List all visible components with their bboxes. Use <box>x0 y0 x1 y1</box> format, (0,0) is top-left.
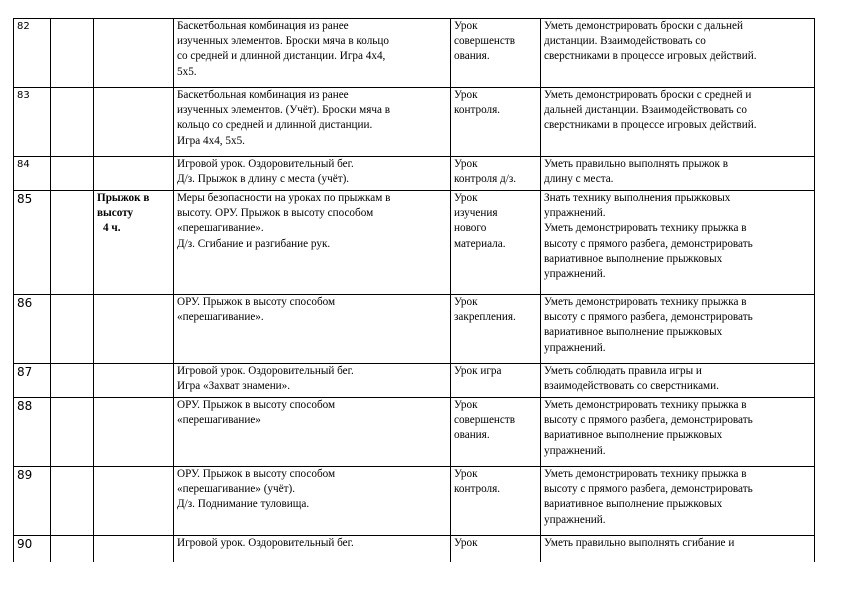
lesson-type-line: ования. <box>454 50 490 63</box>
expected-result-cell <box>541 295 815 364</box>
expected-result-line: сверстниками в процессе игровых действий. <box>544 50 757 63</box>
lesson-type-line: закрепления. <box>454 311 516 324</box>
topic-cell <box>94 536 174 562</box>
expected-result-line: Уметь демонстрировать технику прыжка в <box>544 468 747 480</box>
empty-cell <box>51 88 94 157</box>
lesson-number-cell: 82 <box>14 19 51 88</box>
lesson-type-line: контроля. <box>454 483 501 496</box>
expected-result-line: высоту с прямого разбега, демонстрировать <box>544 237 753 250</box>
lesson-content-cell <box>174 295 451 364</box>
lesson-content-cell <box>174 467 451 536</box>
expected-result-line: дальней дистанции. Взаимодействовать со <box>544 104 747 117</box>
expected-result-cell <box>541 88 815 157</box>
empty-cell <box>51 295 94 364</box>
expected-result-cell <box>541 191 815 295</box>
lesson-content-line: «перешагивание». <box>177 311 264 324</box>
lesson-number-cell: 90 <box>14 536 51 562</box>
lesson-plan-table <box>13 18 815 562</box>
lesson-content-line: Д/з. Прыжок в длину с места (учёт). <box>177 173 350 186</box>
topic-cell <box>94 88 174 157</box>
topic-hours: 4 ч. <box>103 222 121 235</box>
lesson-content-line: Игровой урок. Оздоровительный бег. <box>177 537 354 549</box>
empty-cell <box>51 191 94 295</box>
lesson-type-line: изучения <box>454 207 498 220</box>
expected-result-cell <box>541 398 815 467</box>
expected-result-cell <box>541 467 815 536</box>
table-row <box>14 88 815 157</box>
expected-result-line: высоту с прямого разбега, демонстрировать <box>544 414 753 427</box>
expected-result-line: Уметь соблюдать правила игры и <box>544 365 702 377</box>
expected-result-line: Уметь демонстрировать броски с средней и <box>544 89 752 101</box>
lesson-content-line: ОРУ. Прыжок в высоту способом <box>177 399 336 411</box>
lesson-content-line: Меры безопасности на уроках по прыжкам в <box>177 192 391 204</box>
lesson-number-cell: 88 <box>14 398 51 467</box>
expected-result-line: высоту с прямого разбега, демонстрировать <box>544 483 753 496</box>
empty-cell <box>51 19 94 88</box>
lesson-content-cell <box>174 88 451 157</box>
expected-result-line: длину с места. <box>544 173 614 186</box>
lesson-content-line: Д/з. Сгибание и разгибание рук. <box>177 237 331 250</box>
lesson-type-line: Урок <box>454 89 478 101</box>
expected-result-cell <box>541 19 815 88</box>
table-row <box>14 536 815 562</box>
lesson-content-line: «перешагивание» <box>177 414 261 427</box>
lesson-type-line: Урок игра <box>454 365 502 377</box>
empty-cell <box>51 157 94 191</box>
lesson-content-line: изученных элементов. (Учёт). Броски мяча в <box>177 104 391 117</box>
expected-result-line: упражнений. <box>544 444 606 457</box>
expected-result-line: Уметь демонстрировать броски с дальней <box>544 20 743 32</box>
table-row <box>14 191 815 295</box>
lesson-type-line: Урок <box>454 296 478 308</box>
lesson-type-line: нового <box>454 222 487 235</box>
lesson-content-line: Игра 4х4, 5х5. <box>177 134 245 147</box>
lesson-type-line: контроля д/з. <box>454 173 517 186</box>
lesson-type-line: Урок <box>454 399 478 411</box>
table-row <box>14 398 815 467</box>
expected-result-line: упражнений. <box>544 207 606 220</box>
expected-result-line: Знать технику выполнения прыжковых <box>544 192 731 204</box>
lesson-content-cell <box>174 536 451 562</box>
lesson-type-cell <box>451 536 541 562</box>
lesson-type-cell <box>451 88 541 157</box>
lesson-content-cell <box>174 19 451 88</box>
topic-cell <box>94 364 174 398</box>
expected-result-line: Уметь правильно выполнять сгибание и <box>544 537 735 549</box>
lesson-content-cell <box>174 398 451 467</box>
lesson-content-line: Игровой урок. Оздоровительный бег. <box>177 158 354 170</box>
lesson-type-cell <box>451 19 541 88</box>
expected-result-line: вариативное выполнение прыжковых <box>544 498 723 511</box>
empty-cell <box>51 364 94 398</box>
lesson-type-cell <box>451 191 541 295</box>
lesson-plan-sheet <box>13 18 815 562</box>
lesson-content-line: Баскетбольная комбинация из ранее <box>177 20 349 32</box>
expected-result-line: взаимодействовать со сверстниками. <box>544 380 719 393</box>
lesson-type-line: совершенств <box>454 35 516 48</box>
topic-title: Прыжок в высоту <box>97 192 150 220</box>
lesson-type-cell <box>451 364 541 398</box>
lesson-content-line: высоту. ОРУ. Прыжок в высоту способом <box>177 207 374 220</box>
lesson-type-line: контроля. <box>454 104 501 117</box>
lesson-type-line: Урок <box>454 158 478 170</box>
lesson-type-cell <box>451 467 541 536</box>
expected-result-line: дистанции. Взаимодействовать со <box>544 35 706 48</box>
table-row <box>14 364 815 398</box>
lesson-type-line: Урок <box>454 468 478 480</box>
expected-result-line: Уметь демонстрировать технику прыжка в <box>544 399 747 411</box>
lesson-type-line: Урок <box>454 20 478 32</box>
expected-result-line: упражнений. <box>544 341 606 354</box>
table-row <box>14 19 815 88</box>
lesson-content-line: 5х5. <box>177 65 197 78</box>
expected-result-cell <box>541 364 815 398</box>
topic-cell <box>94 467 174 536</box>
lesson-content-line: Игровой урок. Оздоровительный бег. <box>177 365 354 377</box>
lesson-content-line: кольцо со средней и длинной дистанции. <box>177 119 373 132</box>
lesson-number-cell: 86 <box>14 295 51 364</box>
expected-result-line: упражнений. <box>544 268 606 281</box>
lesson-content-line: изученных элементов. Броски мяча в кольцо <box>177 35 389 48</box>
topic-cell <box>94 398 174 467</box>
lesson-content-line: Баскетбольная комбинация из ранее <box>177 89 349 101</box>
lesson-content-line: Игра «Захват знамени». <box>177 380 291 393</box>
lesson-type-line: Урок <box>454 192 478 204</box>
lesson-type-cell <box>451 295 541 364</box>
expected-result-line: упражнений. <box>544 513 606 526</box>
lesson-content-line: ОРУ. Прыжок в высоту способом <box>177 296 336 308</box>
expected-result-line: вариативное выполнение прыжковых <box>544 252 723 265</box>
empty-cell <box>51 536 94 562</box>
lesson-plan-body <box>14 19 815 562</box>
lesson-content-line: со средней и длинной дистанции. Игра 4х4, <box>177 50 386 63</box>
lesson-content-cell <box>174 191 451 295</box>
topic-cell <box>94 295 174 364</box>
table-row <box>14 467 815 536</box>
empty-cell <box>51 467 94 536</box>
lesson-type-cell <box>451 398 541 467</box>
lesson-number-cell: 87 <box>14 364 51 398</box>
expected-result-line: вариативное выполнение прыжковых <box>544 326 723 339</box>
lesson-content-cell <box>174 364 451 398</box>
table-row <box>14 157 815 191</box>
lesson-content-cell <box>174 157 451 191</box>
lesson-type-line: Урок <box>454 537 478 549</box>
expected-result-line: Уметь демонстрировать технику прыжка в <box>544 296 747 308</box>
expected-result-line: Уметь демонстрировать технику прыжка в <box>544 222 747 235</box>
topic-cell <box>94 19 174 88</box>
topic-cell <box>94 157 174 191</box>
lesson-content-line: Д/з. Поднимание туловища. <box>177 498 310 511</box>
topic-cell <box>94 191 174 295</box>
lesson-content-line: «перешагивание». <box>177 222 264 235</box>
lesson-number-cell: 85 <box>14 191 51 295</box>
expected-result-line: сверстниками в процессе игровых действий. <box>544 119 757 132</box>
lesson-type-line: материала. <box>454 237 506 250</box>
expected-result-cell <box>541 536 815 562</box>
lesson-number-cell: 83 <box>14 88 51 157</box>
table-row <box>14 295 815 364</box>
lesson-content-line: ОРУ. Прыжок в высоту способом <box>177 468 336 480</box>
lesson-type-line: совершенств <box>454 414 516 427</box>
expected-result-line: Уметь правильно выполнять прыжок в <box>544 158 729 170</box>
lesson-number-cell: 89 <box>14 467 51 536</box>
expected-result-cell <box>541 157 815 191</box>
empty-cell <box>51 398 94 467</box>
lesson-content-line: «перешагивание» (учёт). <box>177 483 296 496</box>
lesson-type-cell <box>451 157 541 191</box>
lesson-type-line: ования. <box>454 429 490 442</box>
lesson-number-cell: 84 <box>14 157 51 191</box>
expected-result-line: высоту с прямого разбега, демонстрировать <box>544 311 753 324</box>
expected-result-line: вариативное выполнение прыжковых <box>544 429 723 442</box>
